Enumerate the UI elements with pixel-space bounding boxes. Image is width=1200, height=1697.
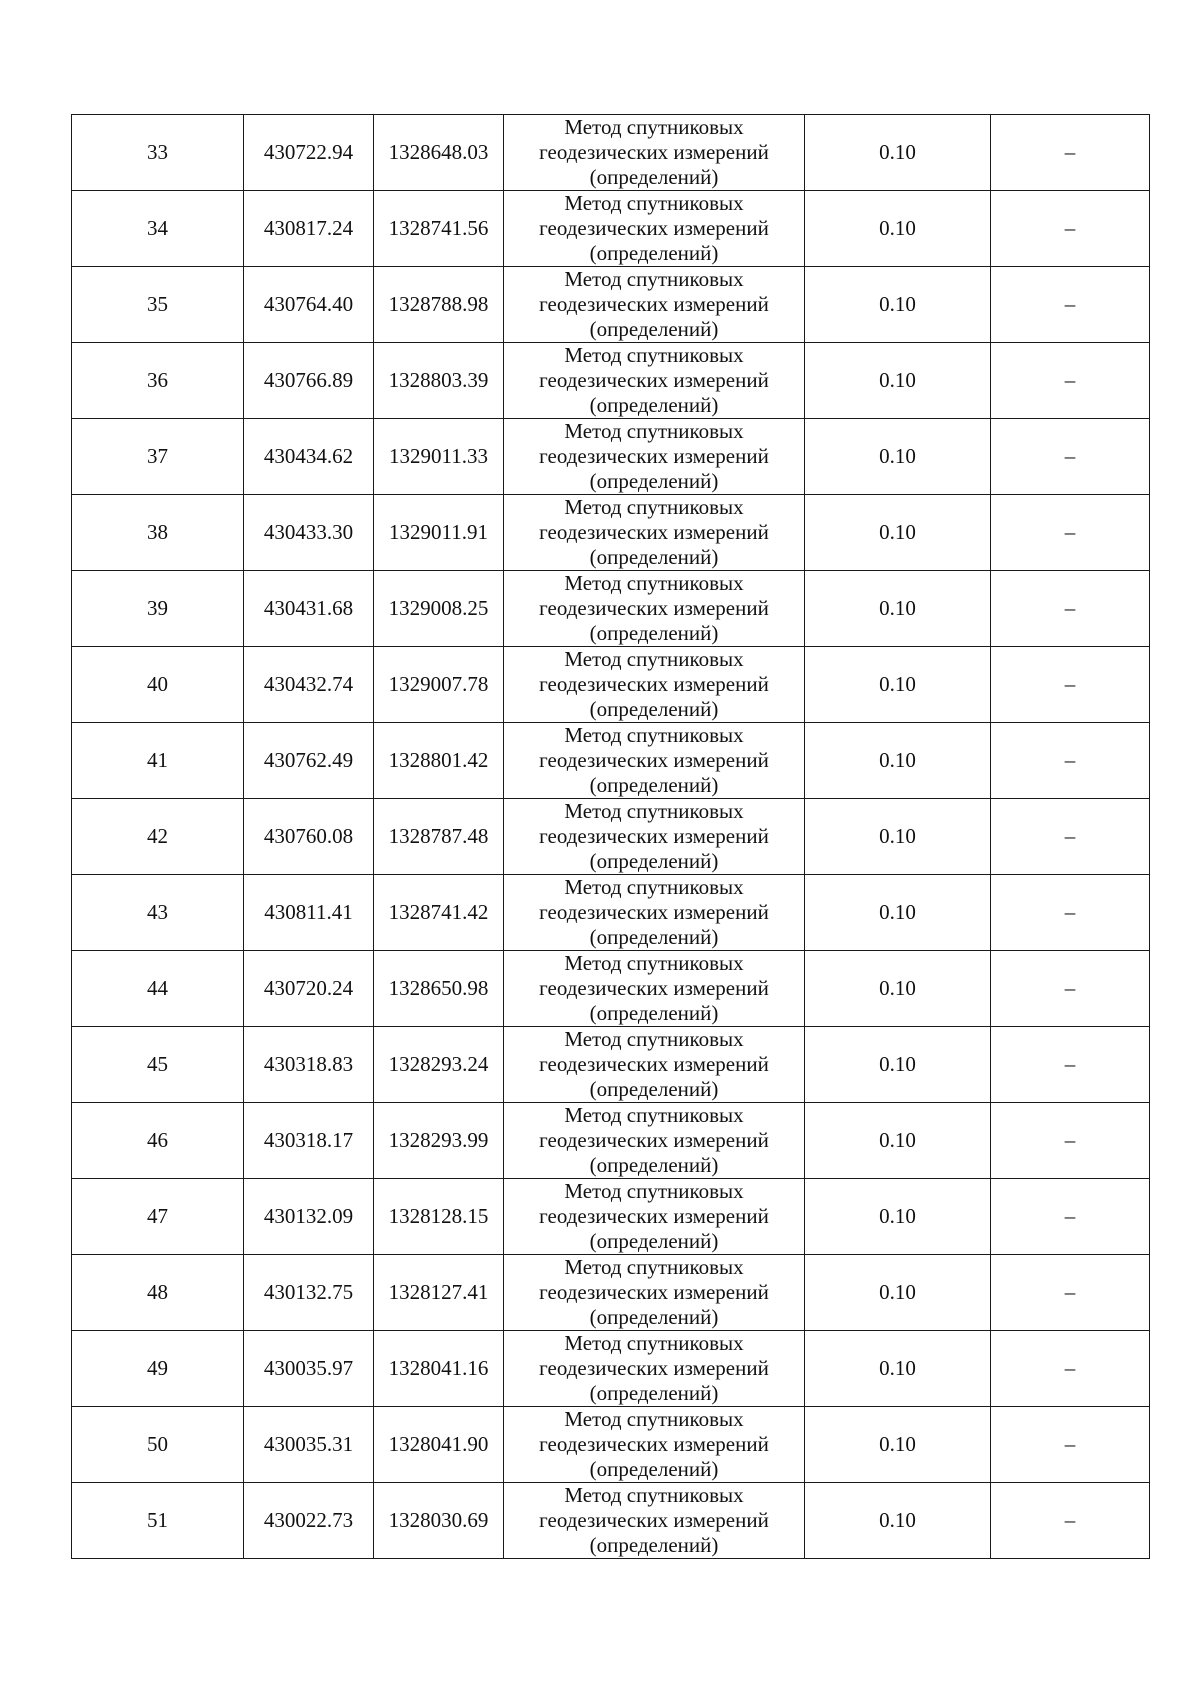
method-line: геодезических измерений	[539, 1128, 769, 1152]
method-line: Метод спутниковых	[564, 1331, 744, 1355]
table-row	[72, 1483, 1150, 1559]
accuracy-cell: 0.10	[805, 951, 991, 1027]
note-cell: –	[991, 1179, 1150, 1255]
method-cell	[504, 951, 805, 1027]
method-line: геодезических измерений	[539, 1204, 769, 1228]
method-line: Метод спутниковых	[564, 191, 744, 215]
method-line: (определений)	[589, 241, 719, 265]
method-line: Метод спутниковых	[564, 571, 744, 595]
method-line: (определений)	[589, 621, 719, 645]
note-cell: –	[991, 343, 1150, 419]
note-cell: –	[991, 799, 1150, 875]
method-cell	[504, 267, 805, 343]
method-line: геодезических измерений	[539, 1432, 769, 1456]
y-coordinate-cell: 1328741.42	[374, 875, 504, 951]
method-line: (определений)	[589, 317, 719, 341]
method-line: геодезических измерений	[539, 444, 769, 468]
note-cell: –	[991, 723, 1150, 799]
method-line: Метод спутниковых	[564, 1255, 744, 1279]
method-line: геодезических измерений	[539, 140, 769, 164]
y-coordinate-cell: 1329011.91	[374, 495, 504, 571]
accuracy-cell: 0.10	[805, 799, 991, 875]
point-number-cell: 47	[72, 1179, 244, 1255]
accuracy-cell: 0.10	[805, 875, 991, 951]
table-row	[72, 951, 1150, 1027]
accuracy-cell: 0.10	[805, 115, 991, 191]
table-row	[72, 875, 1150, 951]
table-row	[72, 115, 1150, 191]
note-cell: –	[991, 191, 1150, 267]
table-row	[72, 1027, 1150, 1103]
point-number-cell: 46	[72, 1103, 244, 1179]
table-row	[72, 1179, 1150, 1255]
point-number-cell: 49	[72, 1331, 244, 1407]
method-line: Метод спутниковых	[564, 343, 744, 367]
y-coordinate-cell: 1329011.33	[374, 419, 504, 495]
method-line: (определений)	[589, 165, 719, 189]
x-coordinate-cell: 430722.94	[244, 115, 374, 191]
note-cell: –	[991, 1027, 1150, 1103]
accuracy-cell: 0.10	[805, 1179, 991, 1255]
method-line: (определений)	[589, 1077, 719, 1101]
x-coordinate-cell: 430431.68	[244, 571, 374, 647]
method-line: Метод спутниковых	[564, 1179, 744, 1203]
y-coordinate-cell: 1328030.69	[374, 1483, 504, 1559]
method-line: (определений)	[589, 925, 719, 949]
point-number-cell: 35	[72, 267, 244, 343]
point-number-cell: 42	[72, 799, 244, 875]
table-row	[72, 495, 1150, 571]
method-line: Метод спутниковых	[564, 723, 744, 747]
y-coordinate-cell: 1328650.98	[374, 951, 504, 1027]
table-row	[72, 571, 1150, 647]
method-line: Метод спутниковых	[564, 1483, 744, 1507]
point-number-cell: 43	[72, 875, 244, 951]
table-row	[72, 1103, 1150, 1179]
x-coordinate-cell: 430318.83	[244, 1027, 374, 1103]
method-cell	[504, 1407, 805, 1483]
accuracy-cell: 0.10	[805, 343, 991, 419]
method-cell	[504, 1483, 805, 1559]
accuracy-cell: 0.10	[805, 1027, 991, 1103]
method-line: Метод спутниковых	[564, 115, 744, 139]
point-number-cell: 37	[72, 419, 244, 495]
method-line: Метод спутниковых	[564, 419, 744, 443]
note-cell: –	[991, 951, 1150, 1027]
method-cell	[504, 723, 805, 799]
method-line: геодезических измерений	[539, 976, 769, 1000]
table-row	[72, 1255, 1150, 1331]
x-coordinate-cell: 430766.89	[244, 343, 374, 419]
method-cell	[504, 1027, 805, 1103]
point-number-cell: 44	[72, 951, 244, 1027]
method-line: геодезических измерений	[539, 596, 769, 620]
method-cell	[504, 571, 805, 647]
x-coordinate-cell: 430022.73	[244, 1483, 374, 1559]
method-line: геодезических измерений	[539, 824, 769, 848]
x-coordinate-cell: 430035.31	[244, 1407, 374, 1483]
method-cell	[504, 1179, 805, 1255]
point-number-cell: 40	[72, 647, 244, 723]
table-row	[72, 723, 1150, 799]
x-coordinate-cell: 430132.09	[244, 1179, 374, 1255]
y-coordinate-cell: 1328293.24	[374, 1027, 504, 1103]
x-coordinate-cell: 430762.49	[244, 723, 374, 799]
method-line: Метод спутниковых	[564, 1407, 744, 1431]
x-coordinate-cell: 430318.17	[244, 1103, 374, 1179]
method-line: геодезических измерений	[539, 1508, 769, 1532]
point-number-cell: 50	[72, 1407, 244, 1483]
accuracy-cell: 0.10	[805, 191, 991, 267]
method-cell	[504, 343, 805, 419]
point-number-cell: 39	[72, 571, 244, 647]
method-line: (определений)	[589, 545, 719, 569]
point-number-cell: 38	[72, 495, 244, 571]
method-line: геодезических измерений	[539, 292, 769, 316]
note-cell: –	[991, 1483, 1150, 1559]
x-coordinate-cell: 430433.30	[244, 495, 374, 571]
method-cell	[504, 875, 805, 951]
method-line: геодезических измерений	[539, 1280, 769, 1304]
y-coordinate-cell: 1328787.48	[374, 799, 504, 875]
method-line: (определений)	[589, 469, 719, 493]
method-cell	[504, 799, 805, 875]
accuracy-cell: 0.10	[805, 419, 991, 495]
note-cell: –	[991, 1255, 1150, 1331]
method-line: Метод спутниковых	[564, 267, 744, 291]
point-number-cell: 45	[72, 1027, 244, 1103]
note-cell: –	[991, 115, 1150, 191]
point-number-cell: 51	[72, 1483, 244, 1559]
method-line: геодезических измерений	[539, 216, 769, 240]
method-line: (определений)	[589, 849, 719, 873]
table-row	[72, 799, 1150, 875]
point-number-cell: 33	[72, 115, 244, 191]
method-cell	[504, 647, 805, 723]
x-coordinate-cell: 430434.62	[244, 419, 374, 495]
y-coordinate-cell: 1328127.41	[374, 1255, 504, 1331]
method-line: (определений)	[589, 773, 719, 797]
method-cell	[504, 191, 805, 267]
method-line: (определений)	[589, 1381, 719, 1405]
method-line: геодезических измерений	[539, 520, 769, 544]
accuracy-cell: 0.10	[805, 267, 991, 343]
table-row	[72, 191, 1150, 267]
note-cell: –	[991, 495, 1150, 571]
accuracy-cell: 0.10	[805, 1331, 991, 1407]
note-cell: –	[991, 1331, 1150, 1407]
y-coordinate-cell: 1328293.99	[374, 1103, 504, 1179]
method-line: геодезических измерений	[539, 748, 769, 772]
y-coordinate-cell: 1328803.39	[374, 343, 504, 419]
note-cell: –	[991, 1103, 1150, 1179]
method-line: Метод спутниковых	[564, 1027, 744, 1051]
method-line: (определений)	[589, 697, 719, 721]
y-coordinate-cell: 1328801.42	[374, 723, 504, 799]
accuracy-cell: 0.10	[805, 495, 991, 571]
point-number-cell: 34	[72, 191, 244, 267]
accuracy-cell: 0.10	[805, 1407, 991, 1483]
accuracy-cell: 0.10	[805, 1255, 991, 1331]
x-coordinate-cell: 430720.24	[244, 951, 374, 1027]
method-line: (определений)	[589, 1305, 719, 1329]
method-line: (определений)	[589, 1457, 719, 1481]
method-cell	[504, 1103, 805, 1179]
x-coordinate-cell: 430811.41	[244, 875, 374, 951]
x-coordinate-cell: 430817.24	[244, 191, 374, 267]
method-cell	[504, 1255, 805, 1331]
method-cell	[504, 115, 805, 191]
method-line: геодезических измерений	[539, 1356, 769, 1380]
note-cell: –	[991, 267, 1150, 343]
y-coordinate-cell: 1328041.16	[374, 1331, 504, 1407]
table-row	[72, 647, 1150, 723]
note-cell: –	[991, 875, 1150, 951]
note-cell: –	[991, 419, 1150, 495]
note-cell: –	[991, 647, 1150, 723]
method-line: Метод спутниковых	[564, 1103, 744, 1127]
y-coordinate-cell: 1328128.15	[374, 1179, 504, 1255]
table-row	[72, 343, 1150, 419]
method-line: Метод спутниковых	[564, 875, 744, 899]
x-coordinate-cell: 430760.08	[244, 799, 374, 875]
method-line: геодезических измерений	[539, 368, 769, 392]
method-line: геодезических измерений	[539, 1052, 769, 1076]
point-number-cell: 48	[72, 1255, 244, 1331]
accuracy-cell: 0.10	[805, 647, 991, 723]
table-row	[72, 1331, 1150, 1407]
note-cell: –	[991, 571, 1150, 647]
note-cell: –	[991, 1407, 1150, 1483]
table-row	[72, 1407, 1150, 1483]
x-coordinate-cell: 430035.97	[244, 1331, 374, 1407]
y-coordinate-cell: 1328041.90	[374, 1407, 504, 1483]
x-coordinate-cell: 430432.74	[244, 647, 374, 723]
point-number-cell: 36	[72, 343, 244, 419]
y-coordinate-cell: 1329008.25	[374, 571, 504, 647]
y-coordinate-cell: 1328648.03	[374, 115, 504, 191]
accuracy-cell: 0.10	[805, 1483, 991, 1559]
accuracy-cell: 0.10	[805, 571, 991, 647]
method-cell	[504, 1331, 805, 1407]
x-coordinate-cell: 430764.40	[244, 267, 374, 343]
table-row	[72, 419, 1150, 495]
method-line: геодезических измерений	[539, 672, 769, 696]
accuracy-cell: 0.10	[805, 1103, 991, 1179]
method-line: (определений)	[589, 1533, 719, 1557]
method-cell	[504, 419, 805, 495]
y-coordinate-cell: 1328788.98	[374, 267, 504, 343]
y-coordinate-cell: 1329007.78	[374, 647, 504, 723]
x-coordinate-cell: 430132.75	[244, 1255, 374, 1331]
method-cell	[504, 495, 805, 571]
table-row	[72, 267, 1150, 343]
y-coordinate-cell: 1328741.56	[374, 191, 504, 267]
point-number-cell: 41	[72, 723, 244, 799]
method-line: (определений)	[589, 393, 719, 417]
method-line: (определений)	[589, 1001, 719, 1025]
method-line: Метод спутниковых	[564, 495, 744, 519]
method-line: геодезических измерений	[539, 900, 769, 924]
table-body	[72, 115, 1150, 1559]
method-line: Метод спутниковых	[564, 799, 744, 823]
coordinates-table	[71, 114, 1150, 1559]
method-line: Метод спутниковых	[564, 951, 744, 975]
method-line: (определений)	[589, 1229, 719, 1253]
accuracy-cell: 0.10	[805, 723, 991, 799]
method-line: Метод спутниковых	[564, 647, 744, 671]
method-line: (определений)	[589, 1153, 719, 1177]
